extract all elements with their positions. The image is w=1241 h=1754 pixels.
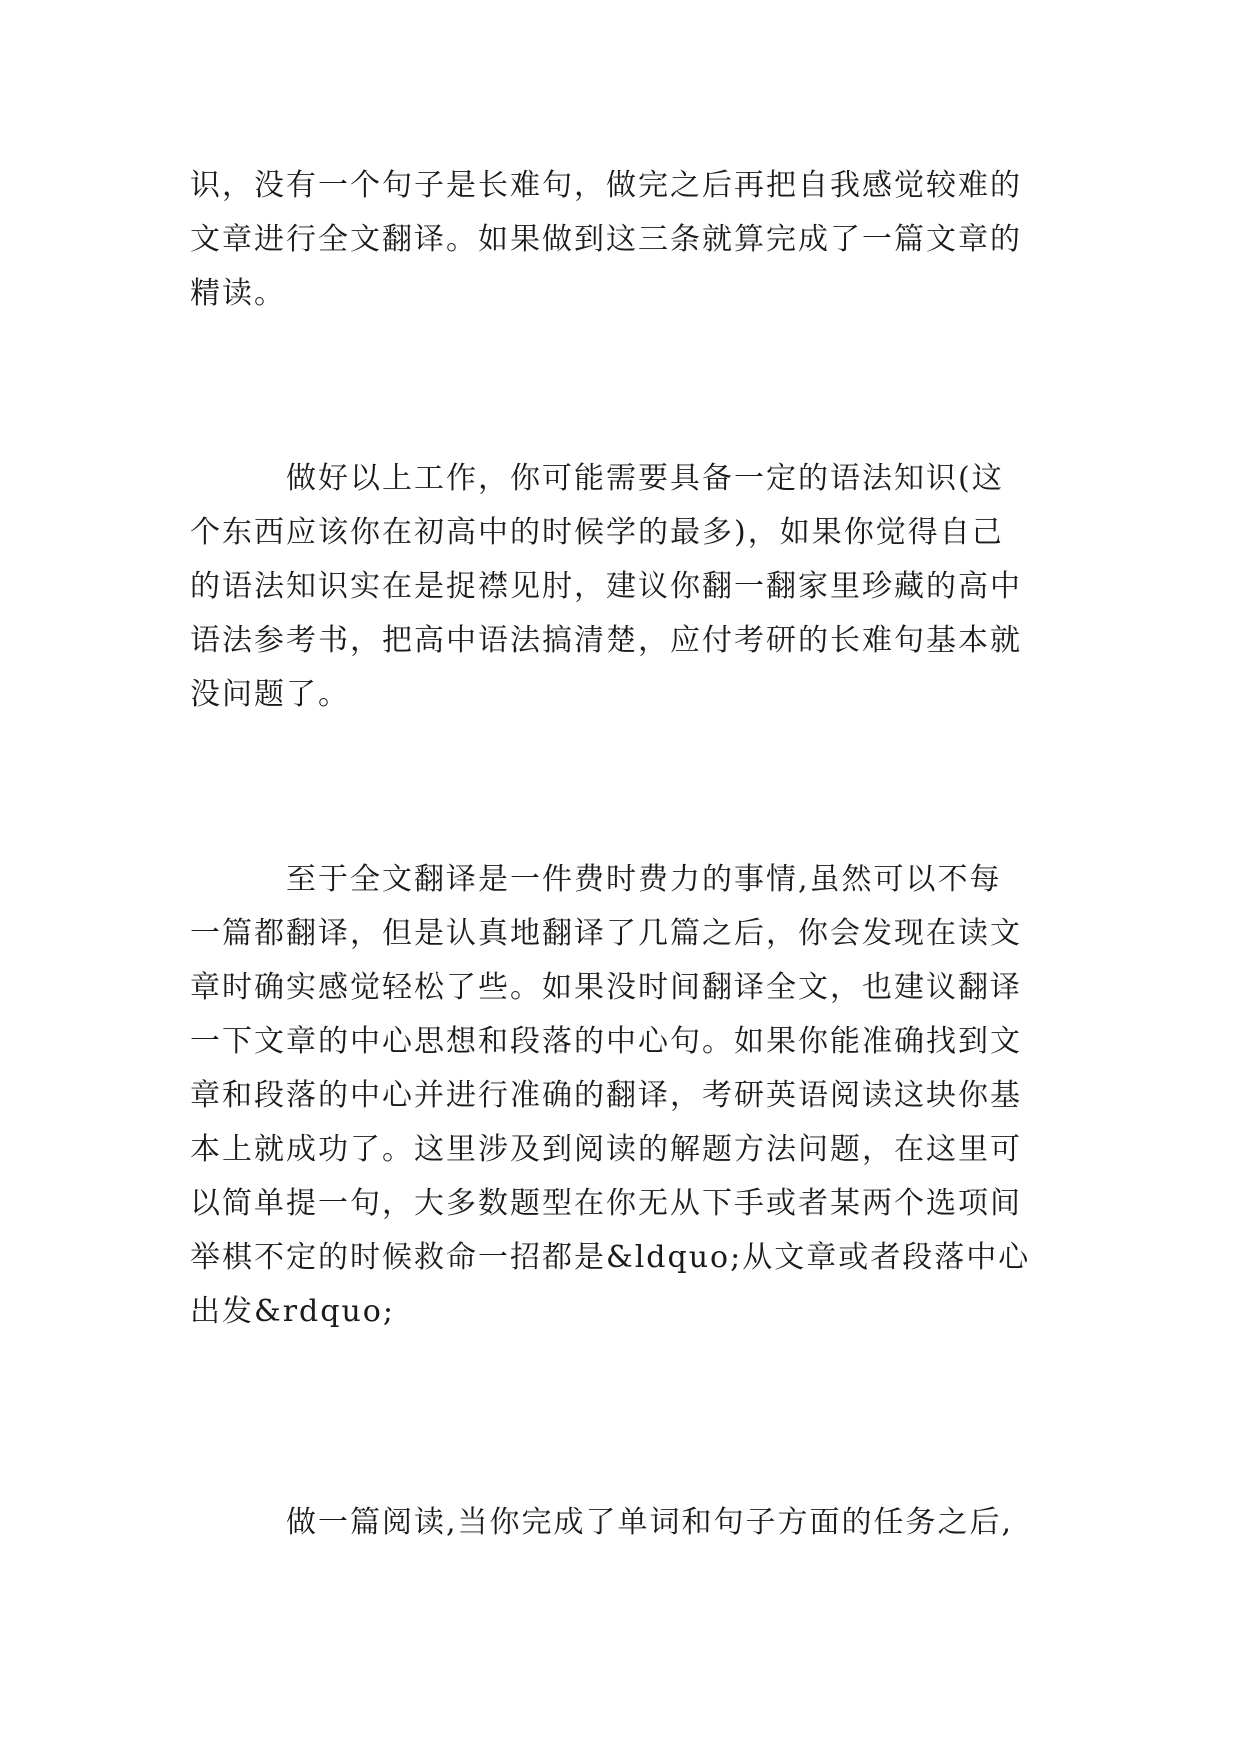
paragraph-line: 文章进行全文翻译。如果做到这三条就算完成了一篇文章的 <box>190 222 1022 257</box>
paragraph-line: 个东西应该你在初高中的时候学的最多)，如果你觉得自己 <box>190 515 1004 550</box>
paragraph-line: 举棋不定的时候救命一招都是&ldquo;从文章或者段落中心 <box>190 1240 1031 1275</box>
paragraph-1 <box>190 159 1060 321</box>
paragraph-line: 出发&rdquo; <box>190 1294 395 1329</box>
paragraph-line: 本上就成功了。这里涉及到阅读的解题方法问题，在这里可 <box>190 1132 1022 1167</box>
paragraph-line: 章和段落的中心并进行准确的翻译，考研英语阅读这块你基 <box>190 1078 1022 1113</box>
paragraph-line: 识，没有一个句子是长难句，做完之后再把自我感觉较难的 <box>190 168 1022 203</box>
paragraph-line: 的语法知识实在是捉襟见肘，建议你翻一翻家里珍藏的高中 <box>190 569 1022 604</box>
paragraph-line: 至于全文翻译是一件费时费力的事情,虽然可以不每 <box>190 862 1002 897</box>
paragraph-2 <box>190 452 1060 722</box>
paragraph-line: 做一篇阅读,当你完成了单词和句子方面的任务之后, <box>190 1505 1014 1540</box>
paragraph-3 <box>190 853 1060 1339</box>
paragraph-line: 一下文章的中心思想和段落的中心句。如果你能准确找到文 <box>190 1024 1022 1059</box>
paragraph-line: 没问题了。 <box>190 677 350 712</box>
paragraph-line: 精读。 <box>190 276 286 311</box>
paragraph-line: 一篇都翻译，但是认真地翻译了几篇之后，你会发现在读文 <box>190 916 1022 951</box>
paragraph-line: 做好以上工作，你可能需要具备一定的语法知识(这 <box>190 461 1004 496</box>
paragraph-line: 以简单提一句，大多数题型在你无从下手或者某两个选项间 <box>190 1186 1022 1221</box>
paragraph-4 <box>190 1496 1060 1550</box>
paragraph-line: 章时确实感觉轻松了些。如果没时间翻译全文，也建议翻译 <box>190 970 1022 1005</box>
paragraph-line: 语法参考书，把高中语法搞清楚，应付考研的长难句基本就 <box>190 623 1022 658</box>
